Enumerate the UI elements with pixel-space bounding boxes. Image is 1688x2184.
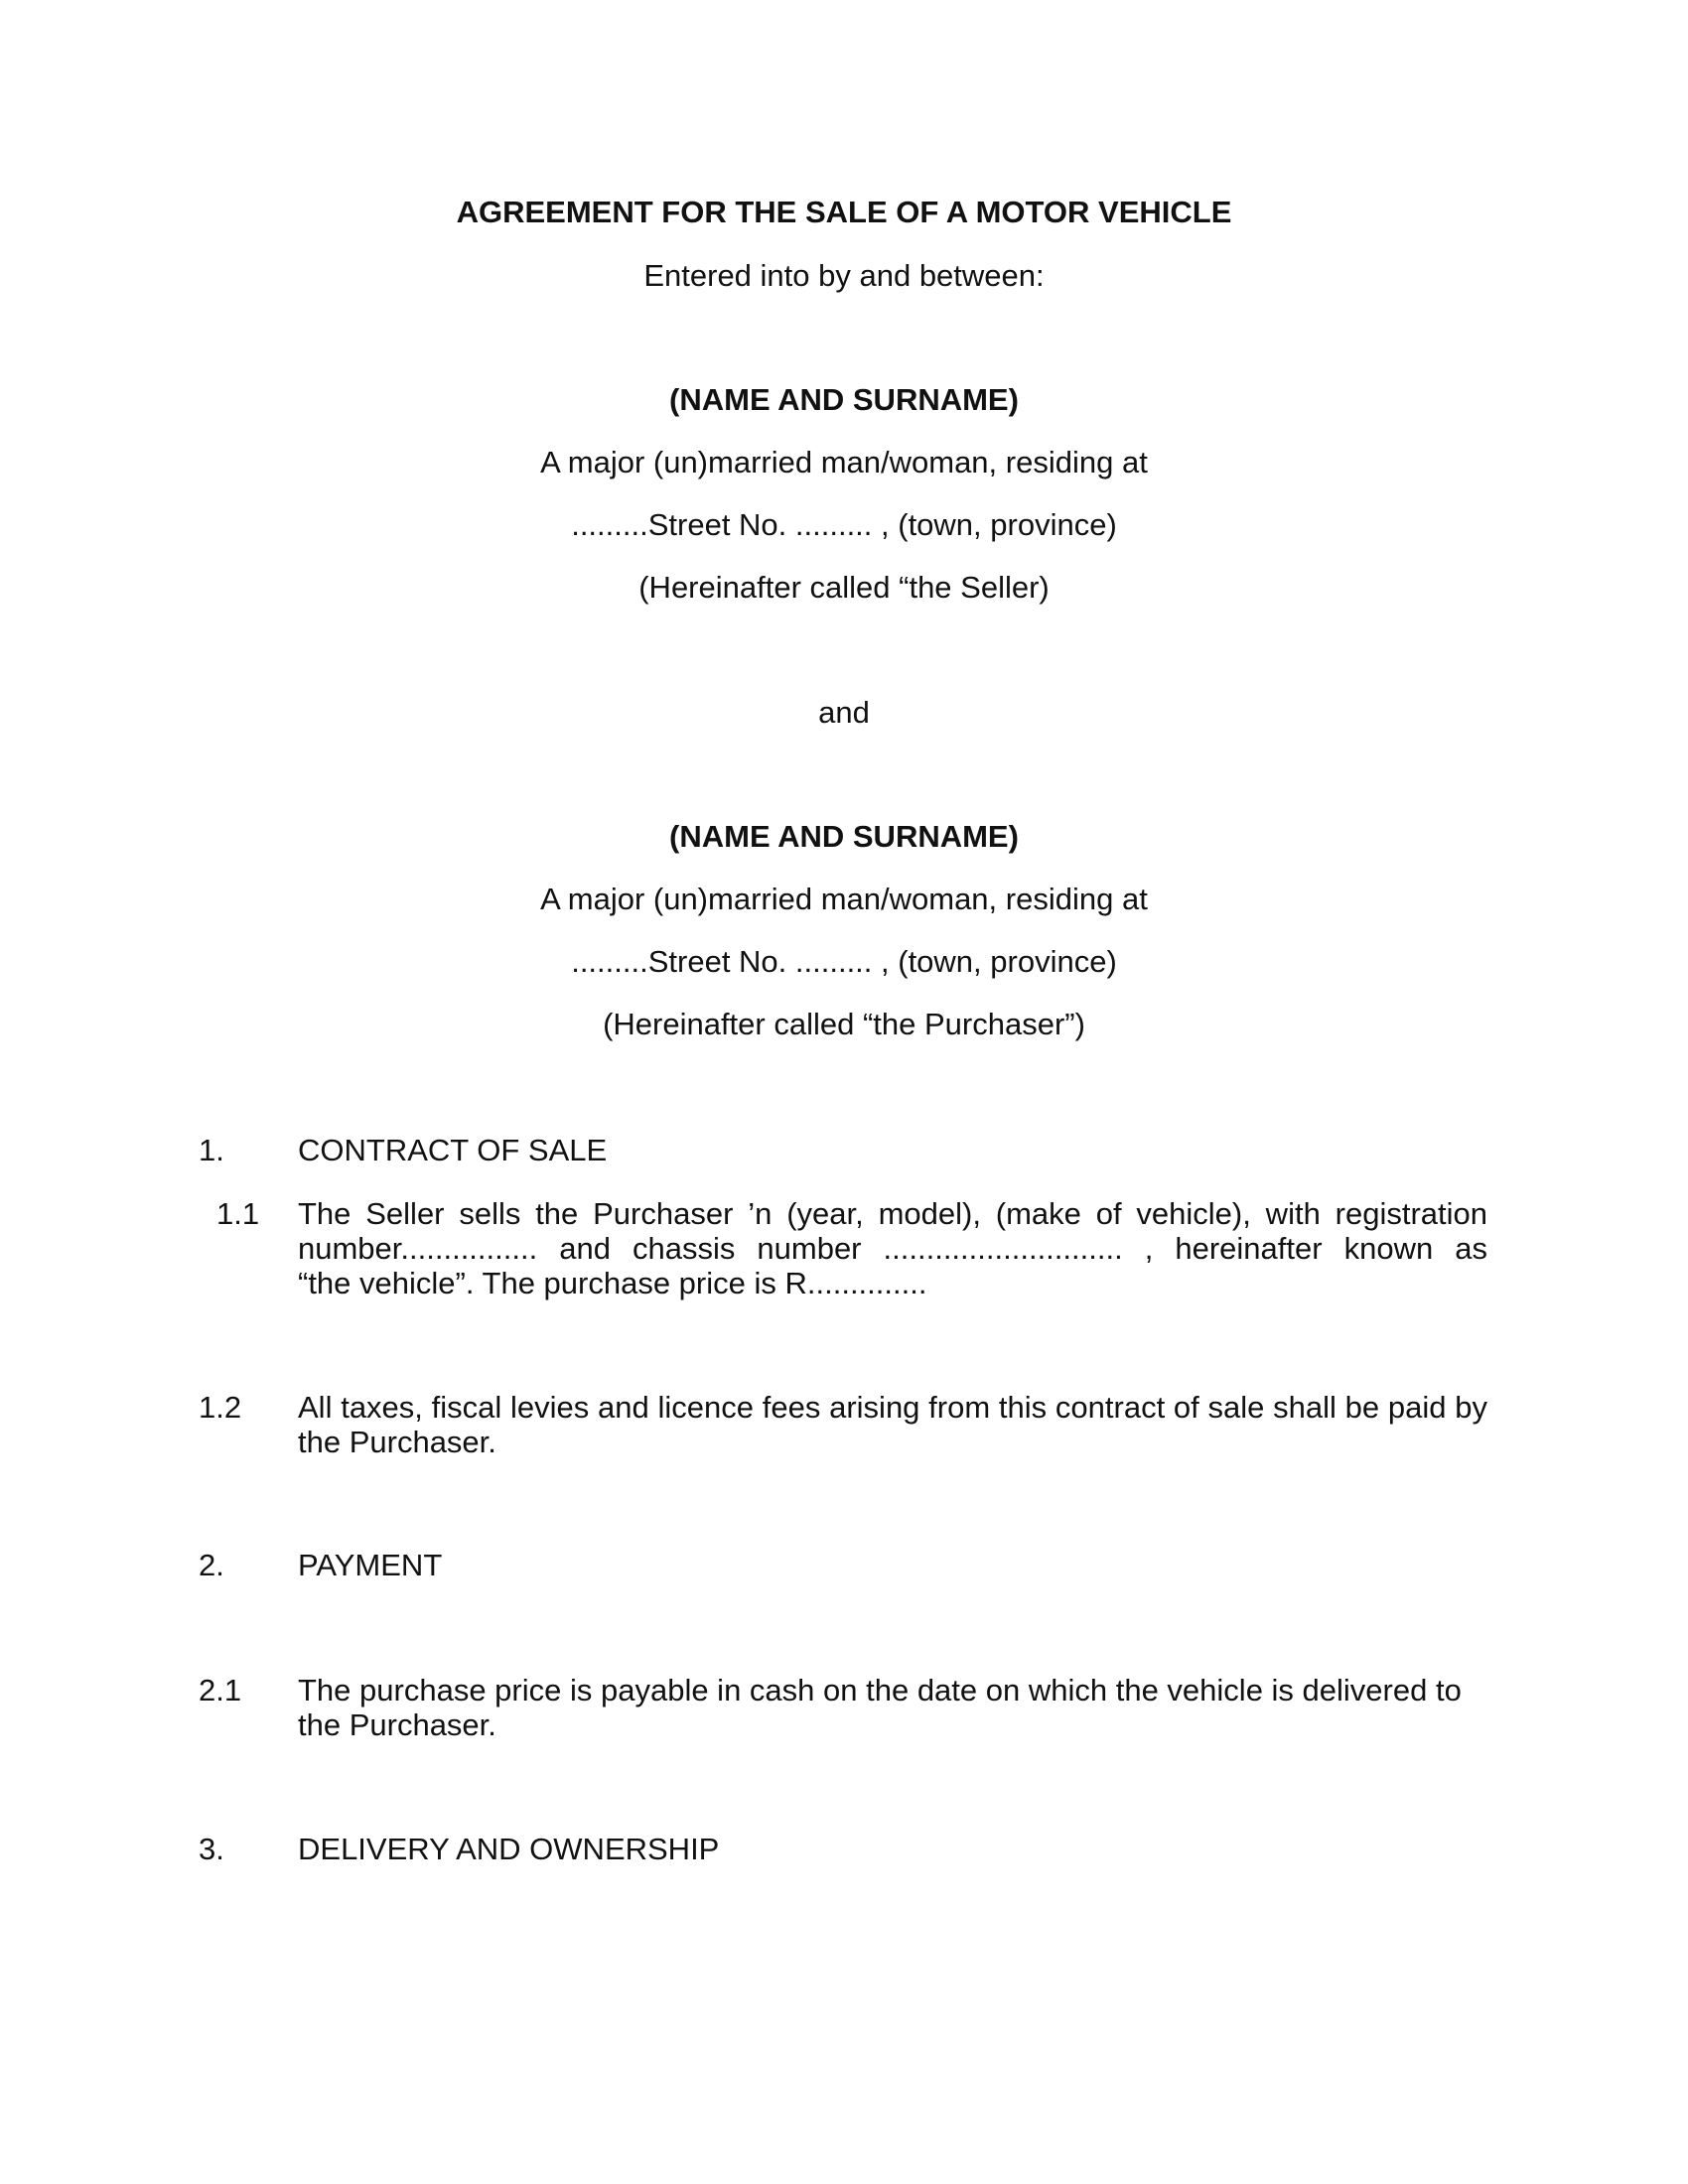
seller-address: .........Street No. ......... , (town, province) [571, 507, 1117, 542]
seller-name-placeholder: (NAME AND SURNAME) [669, 382, 1019, 417]
purchaser-name-placeholder: (NAME AND SURNAME) [669, 819, 1019, 854]
conjunction-and: and [818, 695, 870, 730]
section-number: 2. [199, 1548, 224, 1582]
clause-1-2-text [298, 1390, 1487, 1459]
section-number: 1. [199, 1133, 224, 1167]
document-subtitle: Entered into by and between: [643, 258, 1045, 293]
seller-designation: (Hereinafter called “the Seller) [638, 570, 1050, 605]
clause-line: All taxes, fiscal levies and licence fees arising from this contract of sale shall be paid by [298, 1390, 1487, 1425]
section-number: 3. [199, 1832, 224, 1866]
clause-number: 2.1 [199, 1673, 242, 1707]
clause-line: number................ and chassis number ............................ , hereinafter known as [298, 1231, 1487, 1266]
purchaser-description: A major (un)married man/woman, residing at [540, 882, 1148, 916]
clause-1-1-text [298, 1196, 1487, 1300]
clause-2-1-text [298, 1673, 1487, 1742]
section-heading-contract-of-sale: CONTRACT OF SALE [298, 1133, 608, 1167]
section-heading-delivery-and-ownership: DELIVERY AND OWNERSHIP [298, 1832, 720, 1866]
clause-line: The Seller sells the Purchaser ’n (year, model), (make of vehicle), with registration [298, 1196, 1487, 1231]
clause-line: The purchase price is payable in cash on the date on which the vehicle is delivered to [298, 1673, 1462, 1707]
purchaser-designation: (Hereinafter called “the Purchaser”) [603, 1007, 1085, 1041]
seller-description: A major (un)married man/woman, residing at [540, 445, 1148, 479]
purchaser-address: .........Street No. ......... , (town, province) [571, 944, 1117, 979]
document-title: AGREEMENT FOR THE SALE OF A MOTOR VEHICLE [456, 195, 1232, 229]
clause-number: 1.2 [199, 1390, 242, 1425]
clause-number: 1.1 [216, 1196, 260, 1231]
section-heading-payment: PAYMENT [298, 1548, 443, 1582]
clause-line: the Purchaser. [298, 1425, 496, 1459]
clause-line: “the vehicle”. The purchase price is R.............. [298, 1266, 927, 1300]
clause-line: the Purchaser. [298, 1707, 496, 1742]
